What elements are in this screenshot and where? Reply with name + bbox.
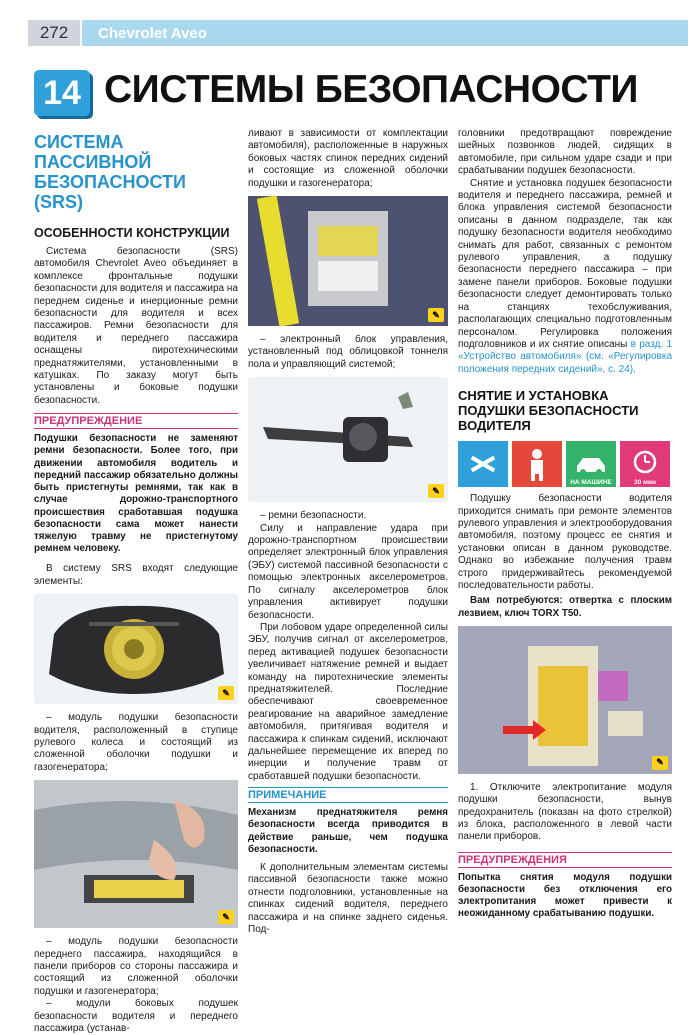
- warning-heading: ПРЕДУПРЕЖДЕНИЕ: [34, 413, 238, 429]
- section2-title: СНЯТИЕ И УСТАНОВКА ПОДУШКИ БЕЗОПАСНОСТИ ВОДИТЕЛЯ: [458, 388, 639, 434]
- side-airbag-continued: ливают в зависимости от комплектации автомобиля), расположенные в наружных боковых частях спинок передних сидений и состоящие из сложенной оболочки подушки и газогенератора;: [248, 128, 448, 189]
- page-header: [28, 20, 688, 46]
- paragraph-ecu-function: Силу и направление удара при дорожно-транспортном происшествии определяет электронный блок управления (ЭБУ) системой пассивной безопасности с помощью электронных акселерометров. По сигналу акселерометров блок управления активирует подушки безопасности.: [248, 522, 448, 621]
- car-icon-label: НА МАШИНЕ: [570, 479, 612, 487]
- step-1: 1. Отключите электропитание модуля подушки безопасности, вынув предохранитель (показан на фото стрелкой) из блока, расположенного в левой части панели приборов.: [458, 781, 672, 843]
- tool-badge-icon: ✎: [652, 756, 668, 770]
- tool-badge-icon: ✎: [428, 308, 444, 322]
- column-1: [34, 128, 238, 1035]
- clock-icon: [620, 441, 670, 487]
- ecu-photo: [248, 196, 448, 326]
- list-item-side-airbags: – модули боковых подушек безопасности водителя и переднего пассажира (устанав-: [34, 998, 238, 1034]
- reference-link[interactable]: в разд. 1 «Устройство автомобиля» (см. «Регулировка положения передних сидений», с. 24).: [458, 338, 673, 375]
- tools-needed: Вам потребуются: отвертка с плоским лезвием, ключ TORX T50.: [458, 595, 672, 619]
- headrest-continued: головники предотвращают повреждение шейных позвонков людей, сидящих в автомобиле, при сильном ударе сзади и при срабатывании подушек безопасности.: [458, 128, 672, 177]
- seatbelt-illustration: [248, 377, 448, 502]
- list-item-ecu: – электронный блок управления, установленный под облицовкой тоннеля пола и управляющий системой;: [248, 334, 448, 370]
- column-2: [248, 128, 448, 936]
- dashboard-illustration: [34, 780, 238, 928]
- time-icon-label: 30 мин: [634, 479, 656, 487]
- note-heading: ПРИМЕЧАНИЕ: [248, 787, 448, 803]
- work-icons: [458, 441, 672, 487]
- paragraph-frontal-impact: При лобовом ударе определенной силы ЭБУ, получив сигнал от акселерометров, перед активацией подушек безопасности увеличивает натяжение ремней и выдает команду на пиротехнические элементы преднатяжителей. Последние обеспечивают своевременное реагирование на аварийное замедление автомобиля, притягивая водителя и пассажира к спинкам сидений, исключают дальнейшее перемещение их вперед по инерции и получение травм от сработавшей подушки безопасности.: [248, 621, 448, 782]
- paragraph-headrests: К дополнительным элементам системы пассивной безопасности также можно отнести подголовники, установленные на спинках сидений водителя, переднего пассажира и на спинке заднего сиденья. Под-: [248, 862, 448, 936]
- column-3: [458, 128, 672, 921]
- chapter-title: СИСТЕМЫ БЕЗОПАСНОСТИ: [104, 68, 638, 111]
- book-title: Chevrolet Aveo: [82, 20, 688, 46]
- intro-paragraph: Система безопасности (SRS) автомобиля Chevrolet Aveo объединяет в комплексе фронтальные подушки безопасности для водителя и пассажира на переднем сиденье и инерционные ремни безопасности для водителя и всех пассажиров. Ремни безопасности для водителя и переднего пассажира оснащены пиротехническими преднатяжителями, установленными в катушках. По заказу могут быть установлены и боковые подушки безопасности.: [34, 246, 238, 406]
- removal-overview-text: Снятие и установка подушек безопасности водителя и переднего пассажира, ремней и блока управления системой безопасности описаны в данном подразделе, так как подушку безопасности водителя необходимо снимать для работ, связанных с ремонтом рулевого управления, а подушку безопасности переднего пассажира – при замене панели приборов. Боковые подушки безопасности следует демонтировать только на станциях техобслуживания, располагающих специально подготовленным персоналом. Регулировка положения подголовников и их снятие описаны: [458, 177, 672, 350]
- steering-airbag-illustration: [34, 594, 238, 704]
- warning-text: Подушки безопасности не заменяют ремни безопасности. Более того, при движении автомобиля водитель и передний пассажир обязательно должны быть пристегнуты ремнями, так как в случае дорожно-транспортного происшествия сработавшая подушка безопасности сама может нанести тяжелую травму не пристегнутому ремнем человеку.: [34, 433, 238, 555]
- section-title: СИСТЕМА ПАССИВНОЙ БЕЗОПАСНОСТИ (SRS): [34, 132, 186, 212]
- tool-badge-icon: ✎: [218, 686, 234, 700]
- note-text: Механизм преднатяжителя ремня безопасности всегда приводится в действие раньше, чем подушка безопасности.: [248, 807, 448, 855]
- warnings-text: Попытка снятия модуля подушки безопасности без отключения его электропитания может привести к неожиданному срабатыванию подушки.: [458, 871, 672, 920]
- chapter-number: 14: [34, 70, 90, 116]
- fuse-box-photo: [458, 626, 672, 774]
- list-item-belts: – ремни безопасности.: [260, 510, 367, 522]
- list-item-driver-airbag: – модуль подушки безопасности водителя, расположенный в ступице рулевого колеса и состоящий из сложенной оболочки подушки и газогенератора;: [34, 712, 238, 773]
- paragraph-driver-airbag-removal: Подушку безопасности водителя приходится снимать при ремонте элементов рулевого управления и электрооборудования автомобиля, поэтому процесс ее снятия и установки описан в данном руководстве. Однако во избежание получения травм строго придерживайтесь рекомендуемой последовательности работы.: [458, 493, 672, 591]
- seatbelt-photo: [248, 377, 448, 502]
- subsection-title: ОСОБЕННОСТИ КОНСТРУКЦИИ: [34, 226, 230, 240]
- tool-badge-icon: ✎: [218, 910, 234, 924]
- srs-includes-text: В систему SRS входят следующие элементы:: [34, 563, 238, 587]
- list-item-passenger-airbag: – модуль подушки безопасности переднего пассажира, находящийся в панели приборов со стороны пассажира и состоящий из сложенной оболочки подушки и газогенератора;: [34, 936, 238, 997]
- passenger-airbag-photo: [34, 780, 238, 928]
- tool-badge-icon: ✎: [428, 484, 444, 498]
- tools-icon: [458, 441, 508, 487]
- fuse-box-illustration: [458, 626, 672, 774]
- person-icon: [512, 441, 562, 487]
- ecu-illustration: [248, 196, 448, 326]
- car-icon: [566, 441, 616, 487]
- driver-airbag-photo: [34, 594, 238, 704]
- warnings-heading: ПРЕДУПРЕЖДЕНИЯ: [458, 852, 672, 868]
- page-number: 272: [28, 20, 80, 46]
- paragraph-removal-overview: [458, 178, 672, 377]
